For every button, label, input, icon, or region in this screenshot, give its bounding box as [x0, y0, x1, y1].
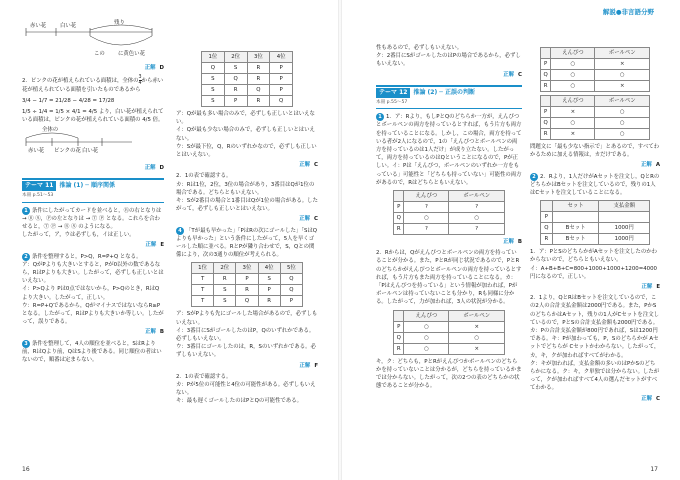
equation-2: 1/5 ÷ 1/4 = 1/5 × 4/1 = 4/5 より，白い花が植えられている面積は，ピンクの花が植えられている面積の 4/5 倍。	[22, 108, 164, 123]
rc2-answer-2: 正解 E	[641, 284, 660, 291]
diagram-label-rest: 残り	[114, 20, 125, 26]
diagram-bottom-label-1: 赤い花	[28, 148, 45, 155]
theme-ref: 本冊 p.55〜57	[376, 100, 408, 106]
p2-intro: 2．ピンクの花が植えられている面積は，全体の $\frac{3}{4}$ から赤い花が植えられている面積を引いたものであるから	[22, 75, 164, 94]
pen-table-2: えんぴつ ボールペン P ○ × Q ○ ○ R ○ ×	[393, 310, 505, 355]
theme-number: テーマ 12	[376, 88, 410, 98]
rc1-answer-1: 正解 C	[503, 71, 522, 78]
diagram-label-this: この	[94, 51, 105, 57]
right-page	[340, 0, 680, 480]
q2-c: ウ：R=P+Qであるから，QがマイナスではないならR≥Pとなる。したがって，RはPよりも大きいか等しい。したがって，誤りである。	[22, 302, 164, 326]
pen-table-3: えんぴつ ボールペン P ○ × Q ○ ○ R ○ ×	[540, 47, 650, 92]
set-table: セット 支払金額 P Q Bセット 1000円 R Bセット 1000円	[540, 200, 650, 245]
left-column-1	[22, 18, 164, 364]
page-number-right: 17	[650, 465, 658, 473]
theme-title: 推論 (1) ─ 順序関係	[59, 182, 115, 190]
lc2-p12: キ：最も遅くゴールしたのはPとQの可能性である。	[176, 398, 302, 405]
fraction-line-diagram-bottom	[22, 126, 164, 162]
diagram-label-white: 白い花	[60, 23, 77, 29]
lc2-p4: 2．1の表で確認する。	[176, 173, 232, 180]
right-column-1	[376, 44, 522, 390]
fraction-line-diagram-top	[22, 20, 164, 62]
lc2-p9: ウ：3番目にゴールしたのは，R，Sのいずれかである。必ずしもいえない。	[176, 344, 316, 359]
q2-b: イ：P>Qより Pは0点ではないから，P>Qのとき，RはQより大きい。したがって，正しい。	[22, 286, 160, 301]
question-number-icon: 2	[530, 173, 538, 181]
lc2-q4: 4 「Tが最も早かった」「PはRの次にゴールした」「SはQよりも早かった」という条件にしたがって，5人を早くゴールした順に並べる。RとPが隣り合わせで，S，Qとの関係により，次の3通りの順位が考えられる。	[176, 227, 318, 259]
diagram-bottom-label-0: 全体の	[42, 127, 59, 134]
theme-11-header	[22, 178, 164, 202]
answer-4: 正解 B	[145, 329, 164, 336]
question-number-icon: 4	[176, 227, 184, 235]
theme-ref: 本冊 p.51〜53	[22, 193, 54, 199]
lc2-p5: カ：Rは1位，2位，3位の場合があり，3番目はQが1位の場合である。どちらともいえない。	[176, 181, 315, 196]
left-column-2	[176, 48, 318, 406]
lc2-p7: ア：SがPよりも先にゴールした場合があるので，必ずしもいえない。	[176, 311, 318, 326]
order-table-2: 1位 2位 3位 4位 5位 T R P S Q T S R P Q T S Q R P	[191, 262, 303, 307]
answer-2: 正解 D	[144, 165, 164, 172]
rc1-q1: 1 1．ア：Rより，もしPとQのどちらか一方が，えんぴつとボールペンの両方を持っているとすれば，もう片方も両方を持っていることになる。しかし，この場合，両方を持っている者が2人になるので，1の「えんぴつとボールペンの両方を持っているのは1人だけ」が成り立たない。したがって，両方を持っているのはQということになるので，Pが正しい。イ：Pは「えんぴつ，ボールペンのいずれか一方をもっている」可能性と「どちらも持っていない」可能性の両方があるので，Rはどちらともいえない。	[376, 114, 522, 186]
question-number-icon: 3	[22, 340, 30, 348]
question-number-icon: 1	[22, 207, 30, 215]
rc1-p2: ク：2番目にSがゴールしたのはPの場合であるから，必ずしもいえない。	[376, 53, 521, 68]
rc2-answer-1: 正解 A	[641, 162, 660, 169]
equation-1: 3/4 − 1/7 = 21/28 − 4/28 = 17/28	[22, 98, 115, 105]
q2-text: 2 条件を整理すると，P>Q，R=P+Q となる。	[22, 253, 164, 261]
q1-conclusion: したがって，ア，ウは必ずしも，イは正しい。	[22, 232, 135, 239]
q3-text: 3 条件を整理して，4人の順位を並べると，SはRより前，RはQより前，QはSより後である。同じ順位の者はいないので，順番は定まらない。	[22, 340, 162, 364]
rc1-p1: 性もあるので，必ずしもいえない。	[376, 45, 463, 51]
lc2-answer-2: 正解 C	[299, 216, 318, 223]
lc2-p10: 2．1の表で確認する。	[176, 373, 232, 380]
right-column-2	[530, 44, 660, 406]
rc2-p4: 2．1より，QとRはBセットを注文しているので，この2人の合計支払金額は2000円である。また，PかSのどちらかはAセット，残りの1人がCセットを注文しているので，PとSの合計支払金額も2000円である。カ：Pの合計支払金額が800円であれば，Sは1200円である。キ：Pが加わっても，P，Sのどちらかが Aセットでどちらが Cセットかわからない。したがって，カ，キ，クが加わればすべてがわかる。	[530, 295, 660, 359]
rc2-p1: 問題文に「最も少ない指示で」とあるので，すべてわかるために加える情報は，カだけである。	[530, 144, 660, 159]
answer-1: 正解 D	[144, 65, 164, 71]
diagram-bottom-label-3: 白い花	[82, 148, 99, 155]
answer-3: 正解 E	[145, 242, 164, 249]
lc2-p2: イ：Qが最も少ない場合のみで，必ずしも正しいとはいえない。	[176, 127, 315, 142]
theme-title: 推論 (2) ─ 正誤の判断	[413, 88, 475, 96]
page-number-left: 16	[22, 465, 30, 473]
section-header: 解説●非言語分野	[602, 8, 654, 16]
rc2-answer-3: 正解 C	[641, 395, 660, 402]
question-number-icon: 1	[376, 113, 384, 121]
rc2-p2: 1．ア：PとSのどちらかがAセットを注文したのかわからないので，どちらともいえない。	[530, 249, 657, 264]
rc2-p5: ク：キが加われば，支払金額の多いのはPかSのどちらかになる。ク：キ，ク単独では分からない。したがって，クが加わればすべて4人の選んだセットがすべてわかる。	[530, 360, 660, 392]
lc2-p8: イ：3番目にSがゴールしたのはP，Qのいずれかである。必ずしもいえない。	[176, 327, 315, 343]
lc2-p11: カ：Pが5位の可能性と4位の可能性がある。必ずしもいえない。	[176, 382, 316, 397]
diagram-label-yellow: に黄色い花	[118, 51, 145, 57]
lc2-p3: ウ：Sが最下位，Q，Rのいずれかなので，必ずしも正しいとはいえない。	[176, 143, 317, 159]
q1-text: 1 条件にしたがってカードを並べると，Ⓡの右となりは → Ⓡ Ⓢ，Ⓟの左となりは → Ⓣ Ⓟ となる。これらを合わせると，Ⓣ Ⓟ → Ⓡ Ⓢ のようになる。	[22, 207, 162, 231]
lc2-answer-3: 正解 F	[299, 362, 318, 369]
theme-12-header	[376, 85, 522, 109]
order-table-1: 1位 2位 3位 4位 Q S R P S Q R P S R Q P S P R Q	[201, 51, 293, 107]
lc2-answer-1: 正解 C	[299, 162, 318, 169]
rc1-q2: 2．Rからは，Qがえんぴつとボールペンの両方を持っていることが分かる。また，PとRが同じ状況であるので，PとRのどちらかがえんぴつとボールペンの両方を持っているとすれば，もう片方もまた両方を持っていることになる。カ：「Pはえんぴつを持っている」という情報が加われば，Pがボールペンは持っていないことも分かり，Rも同様に分かる。したがって，力が加われば，3人の状況が分かる。	[376, 250, 522, 306]
theme-number: テーマ 11	[22, 181, 56, 191]
rc2-p3: イ：A+B+B+C=800+1000+1000+1200=4000円になるので，正しい。	[530, 265, 657, 280]
lc2-p1: ア：Qが最も多い場合のみで，必ずしも正しいとはいえない。	[176, 111, 315, 126]
diagram-label-red: 赤い花	[30, 23, 47, 29]
question-number-icon: 2	[22, 253, 30, 261]
rc1-answer-2: 正解 B	[503, 239, 522, 246]
pen-table-4: えんぴつ ボールペン P × ○ Q ○ ○ R × ○	[540, 95, 650, 140]
rc1-q3: キ，ク：どちらも，PとRがえんぴつかボールペンのどちらかを持っていないことは分かるが，どちらを持っているかまでは分からない。したがって，次の2つの表のどちらかの状態であることが分かる。	[376, 358, 522, 390]
q2-a: ア：QがPよりも大きいとすると，Pが0以外の数であるなら，RはPよりも大きい。したがって，必ずしも正しいとはいえない。	[22, 261, 164, 285]
diagram-bottom-label-2: ピンクの花	[54, 148, 81, 155]
lc2-p6: キ：Sが2番目の場合と1番目はQが1位の場合がある。したがって，必ずしも正しいとはいえない。	[176, 198, 318, 213]
rc2-q2: 2 2．Rより，1人だけがAセットを注文し，QとRのどちらかはBセットを注文しているので，残りの1人はCセットを注文していることになる。	[530, 173, 660, 197]
pen-table-1: えんぴつ ボールペン P ? ? Q ○ ○ R ? ?	[393, 190, 505, 235]
